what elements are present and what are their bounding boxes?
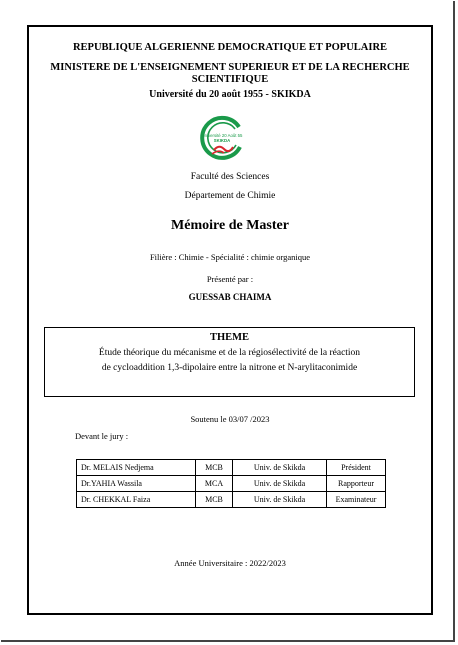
table-row: [77, 476, 386, 492]
university-logo-icon: [197, 113, 247, 165]
ministry-heading: [27, 62, 433, 86]
jury-role: Examinateur: [327, 492, 386, 508]
document-title: Mémoire de Master: [171, 218, 289, 233]
table-row: [77, 492, 386, 508]
jury-grade: MCA: [196, 476, 233, 492]
jury-label: Devant le jury :: [75, 431, 129, 441]
logo-text-line-1: Université 20 Août 55: [201, 133, 243, 138]
department-name: Département de Chimie: [184, 191, 276, 201]
logo-text-line-2: SKIKDA: [213, 138, 231, 143]
jury-institution: Univ. de Skikda: [233, 460, 327, 476]
jury-role: Président: [327, 460, 386, 476]
jury-institution: Univ. de Skikda: [233, 476, 327, 492]
theme-line-2: de cycloaddition 1,3-dipolaire entre la nitrone et N-arylitaconimide: [101, 363, 358, 373]
jury-grade: MCB: [196, 492, 233, 508]
jury-table: [76, 459, 386, 508]
theme-box: [44, 327, 415, 397]
theme-line-1: Étude théorique du mécanisme et de la régiosélectivité de la réaction: [98, 348, 361, 358]
jury-name: Dr. CHEKKAL Faiza: [77, 492, 196, 508]
jury-name: Dr. MELAIS Nedjema: [77, 460, 196, 476]
author-name: GUESSAB CHAIMA: [188, 292, 272, 302]
ministry-line-1: MINISTERE DE L'ENSEIGNEMENT SUPERIEUR ET DE LA RECHERCHE: [50, 62, 410, 73]
theme-label: THEME: [209, 332, 250, 343]
faculty-name: Faculté des Sciences: [190, 172, 270, 182]
jury-role: Rapporteur: [327, 476, 386, 492]
presented-by-label: Présenté par :: [206, 274, 254, 284]
defense-date: Soutenu le 03/07 /2023: [190, 414, 270, 424]
university-name: Université du 20 août 1955 - SKIKDA: [149, 89, 311, 100]
republic-heading: REPUBLIQUE ALGERIENNE DEMOCRATIQUE ET POPULAIRE: [72, 42, 388, 53]
table-row: [77, 460, 386, 476]
academic-year: Année Universitaire : 2022/2023: [174, 558, 286, 568]
jury-grade: MCB: [196, 460, 233, 476]
jury-name: Dr.YAHIA Wassila: [77, 476, 196, 492]
specialty-line: Filière : Chimie - Spécialité : chimie organique: [149, 252, 311, 262]
ministry-line-2: SCIENTIFIQUE: [191, 74, 269, 85]
jury-institution: Univ. de Skikda: [233, 492, 327, 508]
